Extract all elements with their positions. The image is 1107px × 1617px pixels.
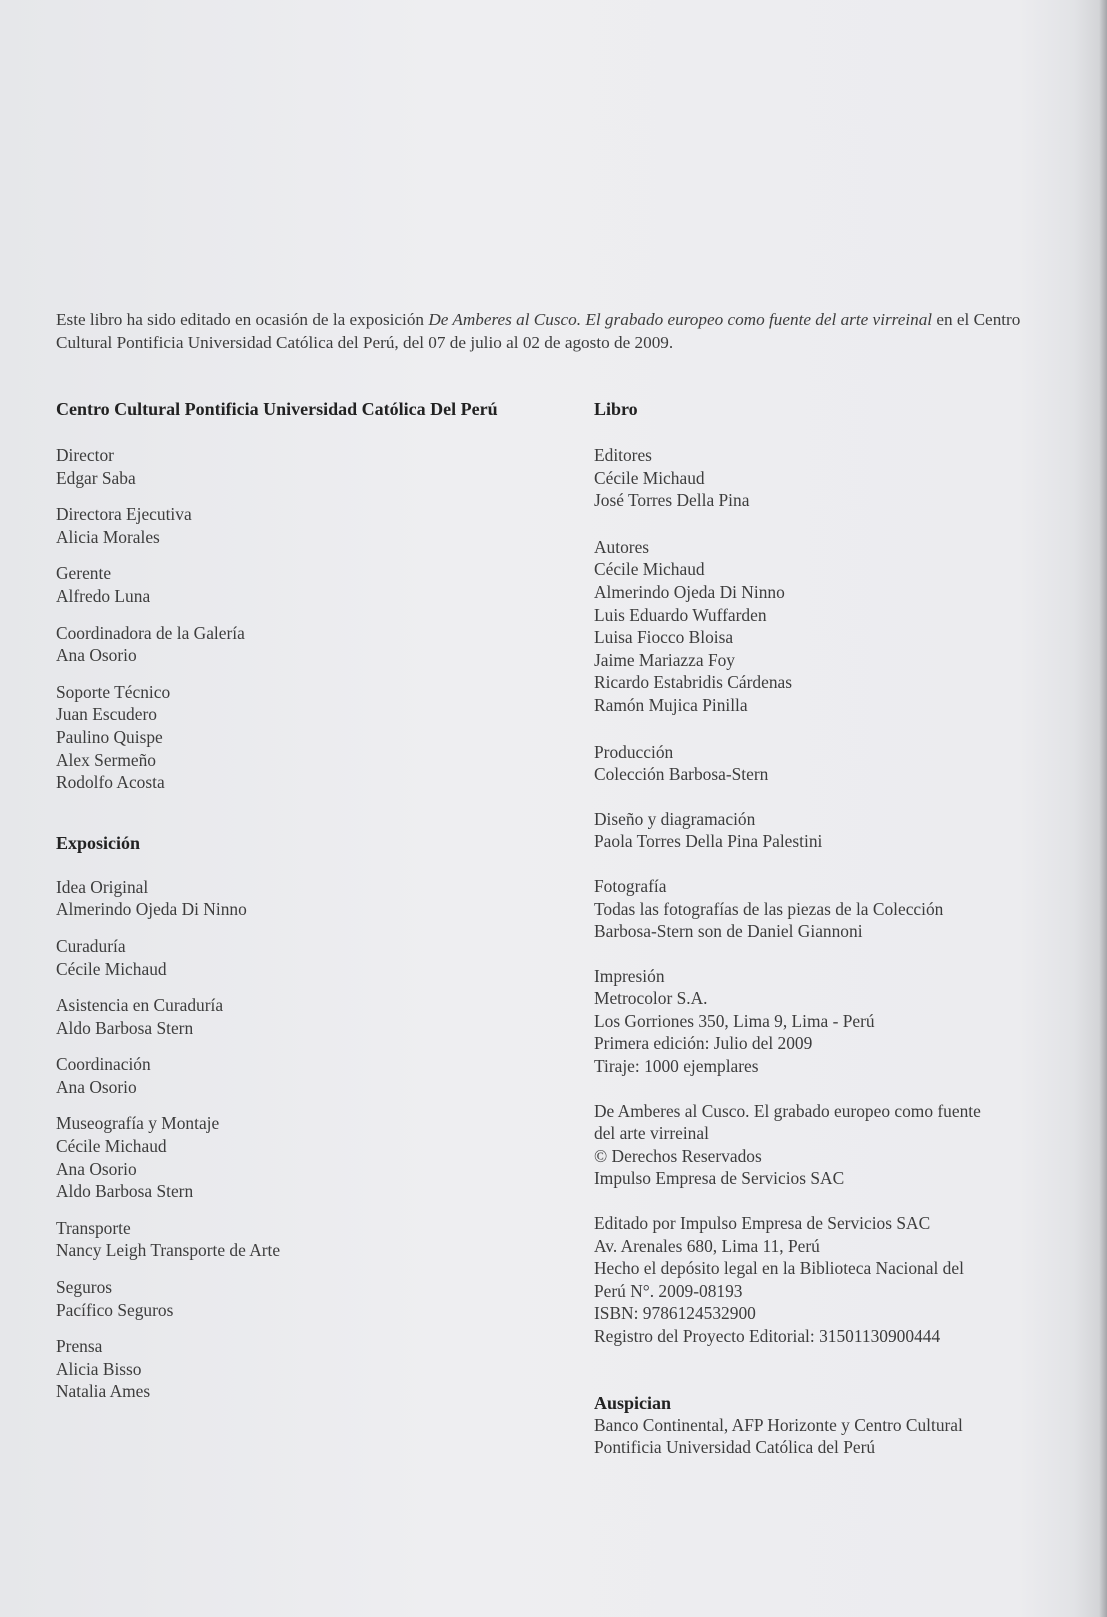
credit-name: Ana Osorio: [56, 1076, 137, 1097]
credit-group: [56, 1053, 576, 1098]
credit-title: Directora Ejecutiva: [56, 504, 192, 525]
edition-line: Registro del Proyecto Editorial: 31501130900444: [594, 1326, 941, 1346]
left-column: [56, 398, 576, 1403]
intro-lead: Este libro ha sido editado en ocasión de la exposición: [56, 310, 429, 329]
left-heading: Centro Cultural Pontificia Universidad Católica Del Perú: [56, 399, 498, 419]
edition-line: Perú N°. 2009-08193: [594, 1280, 743, 1301]
credit-title: Fotografía: [594, 875, 667, 896]
credit-name: Natalia Ames: [56, 1381, 151, 1402]
credit-group: [56, 1335, 576, 1403]
intro-exhibition-title: De Amberes al Cusco. El grabado europeo como fuente del arte virreinal: [428, 310, 933, 329]
edition-line: Av. Arenales 680, Lima 11, Perú: [594, 1235, 820, 1256]
edition-line: Editado por Impulso Empresa de Servicios SAC: [594, 1213, 931, 1234]
credit-name: Paulino Quispe: [56, 726, 163, 747]
credit-name: Aldo Barbosa Stern: [56, 1017, 194, 1038]
credit-title: Transporte: [56, 1217, 131, 1238]
auspician-heading: Auspician: [594, 1392, 672, 1413]
credit-group: [594, 444, 1044, 512]
credit-title: Autores: [594, 536, 650, 557]
credit-name: Alfredo Luna: [56, 585, 151, 606]
credit-title: Gerente: [56, 563, 112, 584]
credit-name: Pacífico Seguros: [56, 1299, 174, 1320]
credit-name: Colección Barbosa-Stern: [594, 764, 769, 785]
credit-title: Idea Original: [56, 876, 149, 897]
credit-name: Alex Sermeño: [56, 749, 156, 770]
credit-name: Ana Osorio: [56, 645, 137, 666]
credit-name: Aldo Barbosa Stern: [56, 1181, 194, 1202]
exposicion-heading: Exposición: [56, 832, 141, 853]
credit-name: Alicia Bisso: [56, 1358, 142, 1379]
edition-line: Hecho el depósito legal en la Biblioteca Nacional del: [594, 1258, 964, 1279]
sponsors-block: [594, 1414, 1044, 1459]
credit-group: [56, 1112, 576, 1202]
credit-name: Todas las fotografías de las piezas de la Colección: [594, 898, 944, 919]
rights-line: del arte virreinal: [594, 1123, 709, 1144]
credit-name: Nancy Leigh Transporte de Arte: [56, 1240, 281, 1261]
intro-tail: en el Centro Cultural Pontificia Universidad Católica del Perú, del 07 de julio al 02 de agosto de 2009.: [56, 310, 1021, 352]
intro-paragraph: [56, 308, 1046, 354]
credit-name: Rodolfo Acosta: [56, 772, 165, 793]
credit-title: Impresión: [594, 965, 665, 986]
credit-name: Primera edición: Julio del 2009: [594, 1033, 813, 1054]
credit-name: José Torres Della Pina: [594, 490, 750, 511]
right-column: [594, 398, 1044, 1459]
credit-name: Cécile Michaud: [56, 958, 167, 979]
credit-title: Director: [56, 445, 114, 465]
rights-block: [594, 1100, 1044, 1190]
credit-group: [56, 503, 576, 548]
credit-name: Alicia Morales: [56, 526, 160, 547]
rights-line: Impulso Empresa de Servicios SAC: [594, 1168, 845, 1189]
credit-name: Barbosa-Stern son de Daniel Giannoni: [594, 921, 863, 942]
credit-group: [56, 1217, 576, 1262]
credit-name: Ana Osorio: [56, 1158, 137, 1179]
credit-title: Diseño y diagramación: [594, 808, 756, 829]
edition-line: ISBN: 9786124532900: [594, 1303, 756, 1324]
credit-name: Edgar Saba: [56, 467, 136, 488]
credit-title: Soporte Técnico: [56, 681, 171, 702]
credit-group: [594, 741, 1044, 786]
credit-title: Editores: [594, 445, 652, 465]
credit-name: Almerindo Ojeda Di Ninno: [56, 899, 247, 920]
credit-title: Seguros: [56, 1277, 113, 1298]
credit-name: Luisa Fiocco Bloisa: [594, 627, 734, 648]
edition-block: [594, 1212, 1044, 1348]
credit-name: Cécile Michaud: [594, 559, 705, 580]
rights-line: © Derechos Reservados: [594, 1145, 762, 1166]
credit-group: [594, 965, 1044, 1078]
credit-group: [56, 444, 576, 489]
credit-name: Luis Eduardo Wuffarden: [594, 604, 767, 625]
credit-name: Almerindo Ojeda Di Ninno: [594, 581, 785, 602]
credit-group: [56, 681, 576, 794]
credit-group: [594, 536, 1044, 717]
credit-name: Tiraje: 1000 ejemplares: [594, 1056, 759, 1077]
credit-group: [594, 808, 1044, 853]
libro-heading: Libro: [594, 399, 638, 419]
credit-title: Curaduría: [56, 935, 126, 956]
sponsors-line: Banco Continental, AFP Horizonte y Centro Cultural: [594, 1414, 963, 1435]
credit-group: [594, 875, 1044, 943]
page-edge-shadow: [1099, 0, 1107, 1617]
credit-name: Jaime Mariazza Foy: [594, 649, 736, 670]
credit-name: Metrocolor S.A.: [594, 988, 708, 1009]
credit-name: Cécile Michaud: [56, 1136, 167, 1157]
credit-name: Paola Torres Della Pina Palestini: [594, 831, 823, 852]
credit-group: [56, 935, 576, 980]
credit-name: Cécile Michaud: [594, 467, 705, 488]
credit-title: Producción: [594, 741, 674, 762]
credit-group: [56, 994, 576, 1039]
credit-name: Ricardo Estabridis Cárdenas: [594, 672, 793, 693]
credit-group: [56, 622, 576, 667]
credit-title: Coordinadora de la Galería: [56, 622, 245, 643]
credit-group: [56, 562, 576, 607]
credit-name: Ramón Mujica Pinilla: [594, 694, 748, 715]
credit-name: Los Gorriones 350, Lima 9, Lima - Perú: [594, 1010, 875, 1031]
credit-title: Coordinación: [56, 1054, 151, 1075]
credit-title: Prensa: [56, 1336, 103, 1357]
credit-group: [56, 876, 576, 921]
credit-title: Asistencia en Curaduría: [56, 995, 224, 1016]
rights-line: De Amberes al Cusco. El grabado europeo como fuente: [594, 1100, 981, 1121]
credit-name: Juan Escudero: [56, 704, 157, 725]
credit-group: [56, 1276, 576, 1321]
credit-title: Museografía y Montaje: [56, 1113, 220, 1134]
sponsors-line: Pontificia Universidad Católica del Perú: [594, 1437, 876, 1458]
